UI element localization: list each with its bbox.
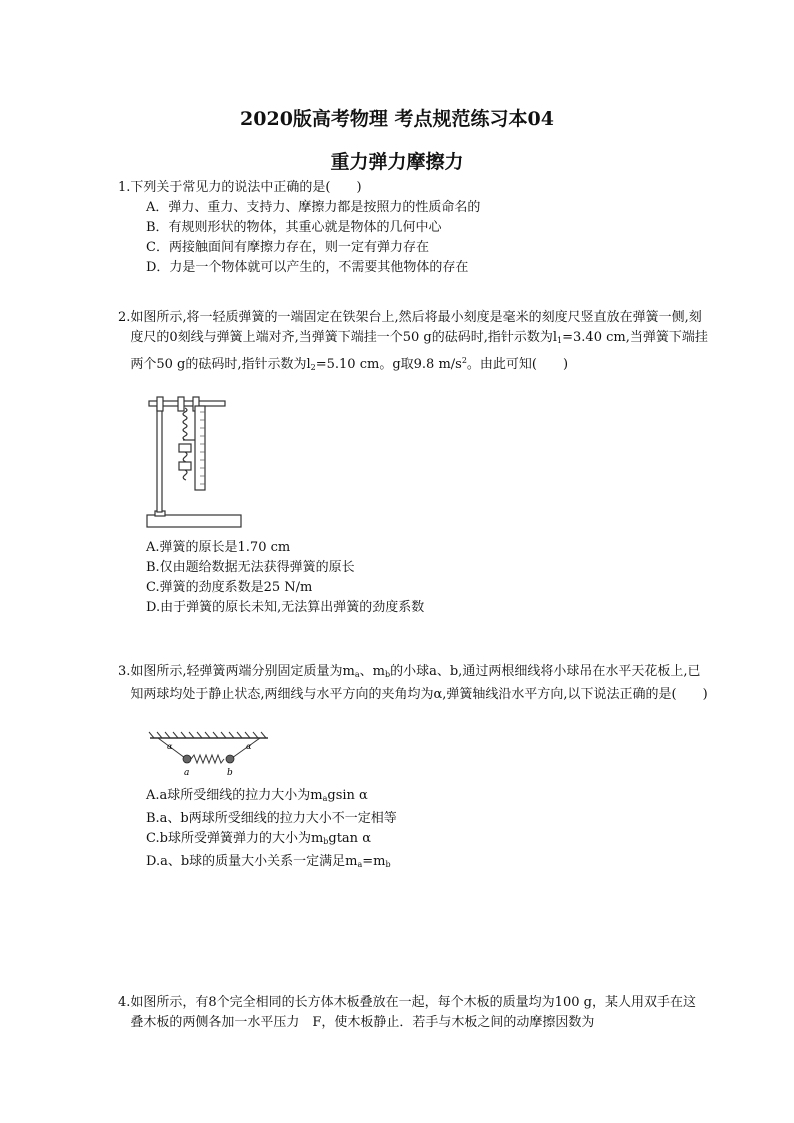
question-2-options <box>146 538 424 618</box>
angle-label-right: α <box>246 742 252 751</box>
question-4-stem: 4.如图所示，有8个完全相同的长方体木板叠放在一起，每个木板的质量均为100 g，某人用双手在这叠木板的两侧各加一水平压力 F，使木板静止．若手与木板之间的动摩擦因数为 <box>118 995 696 1030</box>
doc-title: 2020版高考物理 考点规范练习本04 <box>240 108 554 130</box>
question-1-option-a: A．弹力、重力、支持力、摩擦力都是按照力的性质命名的 <box>146 200 481 215</box>
question-3-options <box>146 786 397 875</box>
question-1-options <box>118 198 708 278</box>
question-1-stem: 1.下列关于常见力的说法中正确的是( ) <box>118 180 362 195</box>
two-ball-spring-figure <box>148 730 270 780</box>
question-2-option-b: B.仅由题给数据无法获得弹簧的原长 <box>146 560 355 575</box>
question-2-option-d: D.由于弹簧的原长未知,无法算出弹簧的劲度系数 <box>146 600 425 615</box>
ball-a <box>183 755 191 763</box>
question-4 <box>118 993 708 1033</box>
question-3-option-c: C.b球所受弹簧弹力的大小为$m_bgtan$ α <box>146 831 371 846</box>
question-2-option-c: C.弹簧的劲度系数是25 N/m <box>146 580 313 595</box>
question-2-stem: 2.如图所示,将一轻质弹簧的一端固定在铁架台上,然后将最小刻度是毫米的刻度尺竖直放在弹簧一侧,刻度尺的0刻线与弹簧上端对齐,当弹簧下端挂一个50 g的砝码时,指针示数为$l_1=3.40$ cm,当弹簧下端挂两个50 g的砝码时,指针示数为$l_2=5.10$ cm。g取9.8 $m/s^2$。由此可知( ) <box>118 310 708 372</box>
question-3-option-a: A.a球所受细线的拉力大小为$m_agsin$ α <box>146 788 368 803</box>
question-1-option-b: B．有规则形状的物体，其重心就是物体的几何中心 <box>146 220 442 235</box>
ball-b-label: b <box>227 768 233 778</box>
angle-label-left: α <box>167 742 173 751</box>
ball-a-label: a <box>184 768 190 778</box>
question-2 <box>118 308 708 378</box>
question-3-option-d: D.a、b球的质量大小关系一定满足$m_a=m_b$ <box>146 854 391 869</box>
question-1 <box>118 178 708 278</box>
question-3 <box>118 662 708 705</box>
question-1-option-d: D．力是一个物体就可以产生的，不需要其他物体的存在 <box>146 260 469 275</box>
question-1-option-c: C．两接触面间有摩擦力存在，则一定有弹力存在 <box>146 240 429 255</box>
spring-stand-figure <box>145 394 245 530</box>
question-3-stem: 3.如图所示,轻弹簧两端分别固定质量为$m_a$、$m_b$的小球a、b,通过两根细线将小球吊在水平天花板上,已知两球均处于静止状态,两细线与水平方向的夹角均为α,弹簧轴线沿水平方向,以下说法正确的是( ) <box>118 664 708 702</box>
doc-subtitle: 重力弹力摩擦力 <box>330 151 464 173</box>
question-2-option-a: A.弹簧的原长是1.70 cm <box>146 540 291 555</box>
ball-b <box>226 755 234 763</box>
question-3-option-b: B.a、b两球所受细线的拉力大小不一定相等 <box>146 811 397 826</box>
